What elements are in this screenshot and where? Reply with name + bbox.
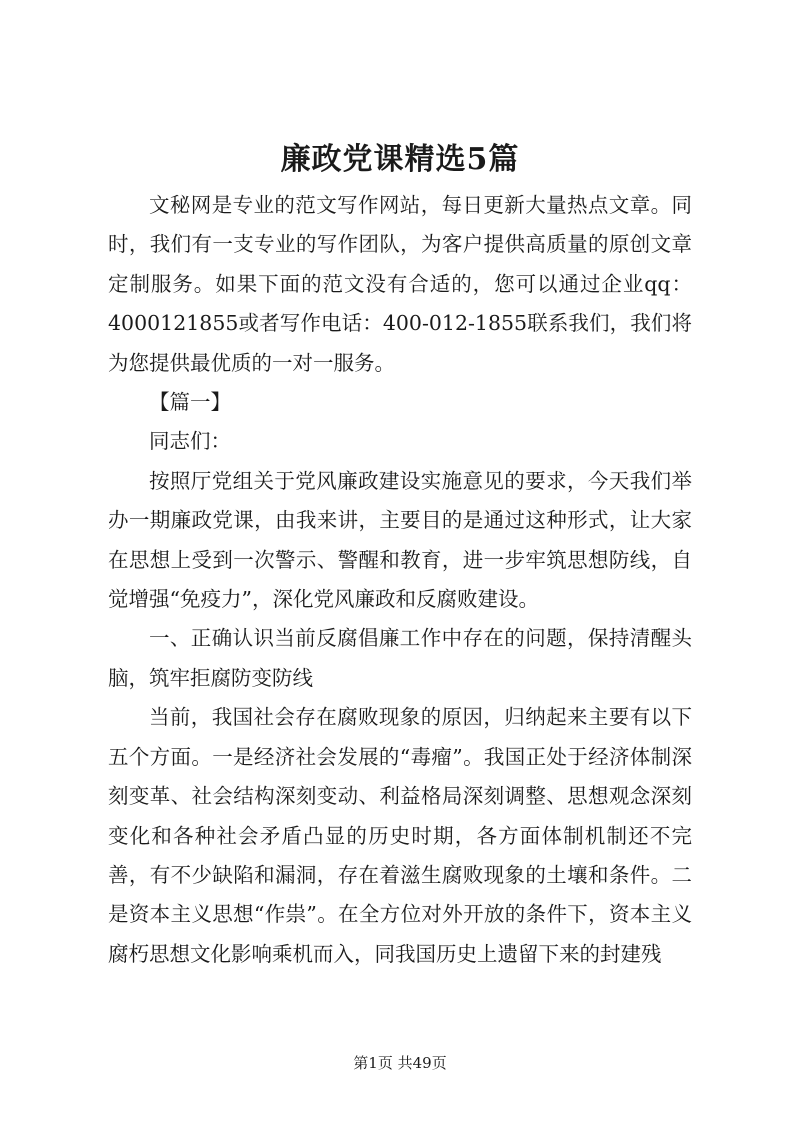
section-heading: 一、正确认识当前反腐倡廉工作中存在的问题，保持清醒头脑，筑牢拒腐防变防线 xyxy=(108,626,692,690)
document-title: 廉政党课精选5篇 xyxy=(280,142,520,177)
document-body xyxy=(108,186,692,974)
body-paragraph: 按照厅党组关于党风廉政建设实施意见的要求，今天我们举办一期廉政党课，由我来讲，主要目的是通过这种形式，让大家在思想上受到一次警示、警醒和教育，进一步牢筑思想防线，自觉增强“免疫力”，深化党风廉政和反腐败建设。 xyxy=(108,468,692,612)
intro-paragraph: 文秘网是专业的范文写作网站，每日更新大量热点文章。同时，我们有一支专业的写作团队，为客户提供高质量的原创文章定制服务。如果下面的范文没有合适的，您可以通过企业qq：4000121855或者写作电话：400-012-1855联系我们，我们将为您提供最优质的一对一服务。 xyxy=(108,193,692,375)
page-footer: 第1页 共49页 xyxy=(353,1054,447,1072)
body-paragraph: 当前，我国社会存在腐败现象的原因，归纳起来主要有以下五个方面。一是经济社会发展的“毒瘤”。我国正处于经济体制深刻变革、社会结构深刻变动、利益格局深刻调整、思想观念深刻变化和各种社会矛盾凸显的历史时期，各方面体制机制还不完善，有不少缺陷和漏洞，存在着滋生腐败现象的土壤和条件。二是资本主义思想“作祟”。在全方位对外开放的条件下，资本主义腐朽思想文化影响乘机而入，同我国历史上遗留下来的封建残 xyxy=(108,705,692,966)
salutation: 同志们： xyxy=(149,429,231,454)
section-heading-part-one: 【篇一】 xyxy=(149,390,231,415)
